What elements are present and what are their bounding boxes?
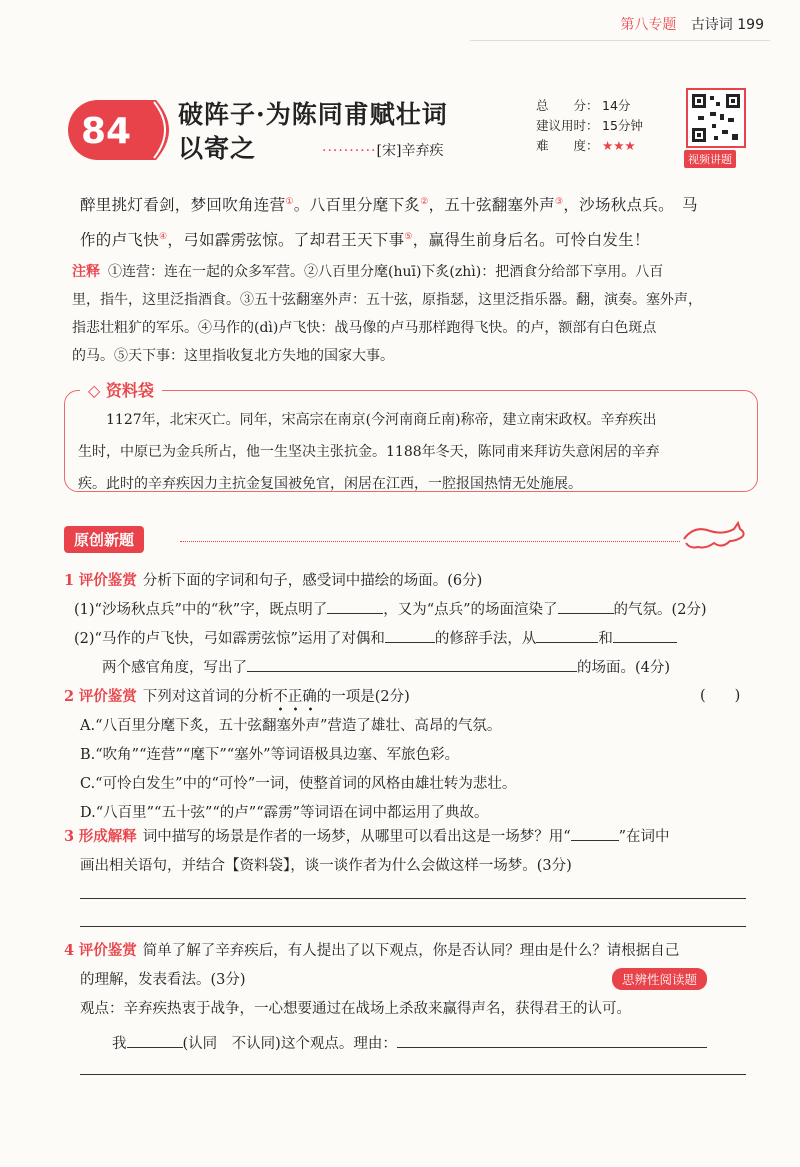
- annotations: [72, 258, 764, 370]
- answer-blank[interactable]: [558, 599, 614, 614]
- answer-line[interactable]: [80, 926, 746, 927]
- lesson-number-badge: [64, 96, 182, 164]
- answer-blank[interactable]: [127, 1033, 183, 1048]
- answer-line[interactable]: [80, 1074, 746, 1075]
- option-d[interactable]: D.“八百里”“五十弦”“的卢”“霹雳”等词语在词中都运用了典故。: [80, 805, 489, 821]
- qr-code-icon[interactable]: [686, 88, 746, 148]
- mark-symbol-blank: [571, 826, 619, 841]
- section-title: 原创新题: [64, 526, 144, 553]
- title-line1: 破阵子·为陈同甫赋壮词: [178, 100, 448, 129]
- note-line: 指悲壮粗犷的军乐。④马作的(dì)卢飞快：战马像的卢马那样跑得飞快。的卢，额部有白色斑点: [72, 320, 657, 336]
- question-3: 3 形成解释 词中描写的场景是作者的一场梦，从哪里可以看出这是一场梦？用“ ”在词中 画出相关语句，并结合【资料袋】，谈一谈作者为什么会做这样一场梦。(3分): [64, 828, 670, 874]
- total-score: 14分: [602, 98, 631, 113]
- video-lesson-label[interactable]: 视频讲题: [684, 150, 736, 168]
- viewpoint-text: 观点：辛弃疾热衷于战争，一心想要通过在战场上杀敌来赢得声名，获得君王的认可。: [80, 1001, 631, 1017]
- answer-blank[interactable]: [397, 1033, 707, 1048]
- option-a[interactable]: A.“八百里分麾下炙，五十弦翻塞外声”营造了雄壮、高昂的气氛。: [80, 718, 502, 734]
- note-line: 注释 ①连营：连在一起的众多军营。②八百里分麾(huī)下炙(zhì)：把酒食分给部下享用。八百: [72, 264, 664, 280]
- option-b[interactable]: B.“吹角”“连营”“麾下”“塞外”等词语极具边塞、军旅色彩。: [80, 747, 460, 763]
- critical-reading-badge: 思辨性阅读题: [612, 968, 707, 990]
- poem-author: ··········[宋]辛弃疾: [322, 143, 444, 159]
- notes-label: 注释: [72, 264, 100, 280]
- answer-blank[interactable]: [536, 628, 598, 643]
- title-line2: 以寄之: [178, 134, 257, 163]
- poem-line-1: 醉里挑灯看剑，梦回吹角连营①。八百里分麾下炙②，五十弦翻塞外声③，沙场秋点兵。 马: [80, 196, 698, 215]
- option-c[interactable]: C.“可怜白发生”中的“可怜”一词，使整首词的风格由雄壮转为悲壮。: [80, 776, 517, 792]
- answer-paren[interactable]: ( ): [700, 688, 741, 704]
- header-divider: [470, 40, 770, 41]
- answer-blank[interactable]: [385, 628, 435, 643]
- header-section: 第八专题: [620, 17, 677, 33]
- question-2: 2 评价鉴赏 下列对这首词的分析不正确的一项是(2分) ( ) A.“八百里分麾下炙，五十弦翻塞外声”营造了雄壮、高昂的气氛。 B.“吹角”“连营”“麾下”“塞外”等词语极具边塞、军旅色彩。 C.“可怜白发生”中的“可怜”一词，使整首词的风格由雄壮转为悲壮。 D.“八百里”“五十弦”“的卢”“霹雳”等词语在词中都运用了典故。: [64, 682, 764, 828]
- question-1: 1 评价鉴赏 分析下面的字词和句子，感受词中描绘的场面。(6分) (1)“沙场秋点兵”中的“秋”字，既点明了 ，又为“点兵”的场面渲染了 的气氛。(2分) (2)“马作的卢飞快，弓如霹雳弦惊”运用了对偶和 的修辞手法，从 和 两个感官角度，写出了 的场面。(4分): [64, 572, 707, 676]
- page-header: [620, 14, 764, 34]
- author-name: [宋]辛弃疾: [376, 143, 444, 159]
- difficulty-stars: ★★★: [602, 138, 636, 153]
- running-cat-icon: [680, 515, 750, 555]
- header-topic: 古诗词: [690, 17, 733, 33]
- poem-body: [80, 186, 770, 256]
- answer-line[interactable]: [80, 898, 746, 899]
- page-number: 199: [737, 17, 764, 33]
- answer-blank[interactable]: [247, 657, 577, 672]
- suggested-time: 15分钟: [602, 118, 643, 133]
- answer-blank[interactable]: [613, 628, 677, 643]
- section-divider: [180, 541, 680, 542]
- tag-icon: ◇: [88, 381, 101, 400]
- material-text: 1127年，北宋灭亡。同年，宋高宗在南京(今河南商丘南)称帝，建立南宋政权。辛弃疾出 生时，中原已为金兵所占，他一生坚决主张抗金。1188年冬天，陈同甫来拜访失意闲居的辛弃 疾。此时的辛弃疾因力主抗金复国被免官，闲居在江西，一腔报国热情无处施展。: [78, 412, 660, 492]
- note-line: 的马。⑤天下事：这里指收复北方失地的国家大事。: [72, 348, 394, 364]
- answer-blank[interactable]: [327, 599, 383, 614]
- badge-number: 84: [80, 111, 132, 152]
- score-panel: 总 分： 14分 建议用时： 15分钟 难 度： ★★★: [536, 98, 643, 153]
- question-4: 4 评价鉴赏 简单了解了辛弃疾后，有人提出了以下观点，你是否认同？理由是什么？请根据自己 的理解，发表看法。(3分) 观点：辛弃疾热衷于战争，一心想要通过在战场上杀敌来赢得声名，获得君王的认可。 我 (认同 不认同)这个观点。理由：: [64, 936, 764, 1059]
- poem-line-2: 作的卢飞快④，弓如霹雳弦惊。了却君王天下事⑤，赢得生前身后名。可怜白发生！: [80, 231, 650, 250]
- note-line: 里，指牛，这里泛指酒食。③五十弦翻塞外声：五十弦，原指瑟，这里泛指乐器。翻，演奏。塞外声，: [72, 292, 702, 308]
- material-box-title: ◇ 资料袋: [80, 378, 162, 401]
